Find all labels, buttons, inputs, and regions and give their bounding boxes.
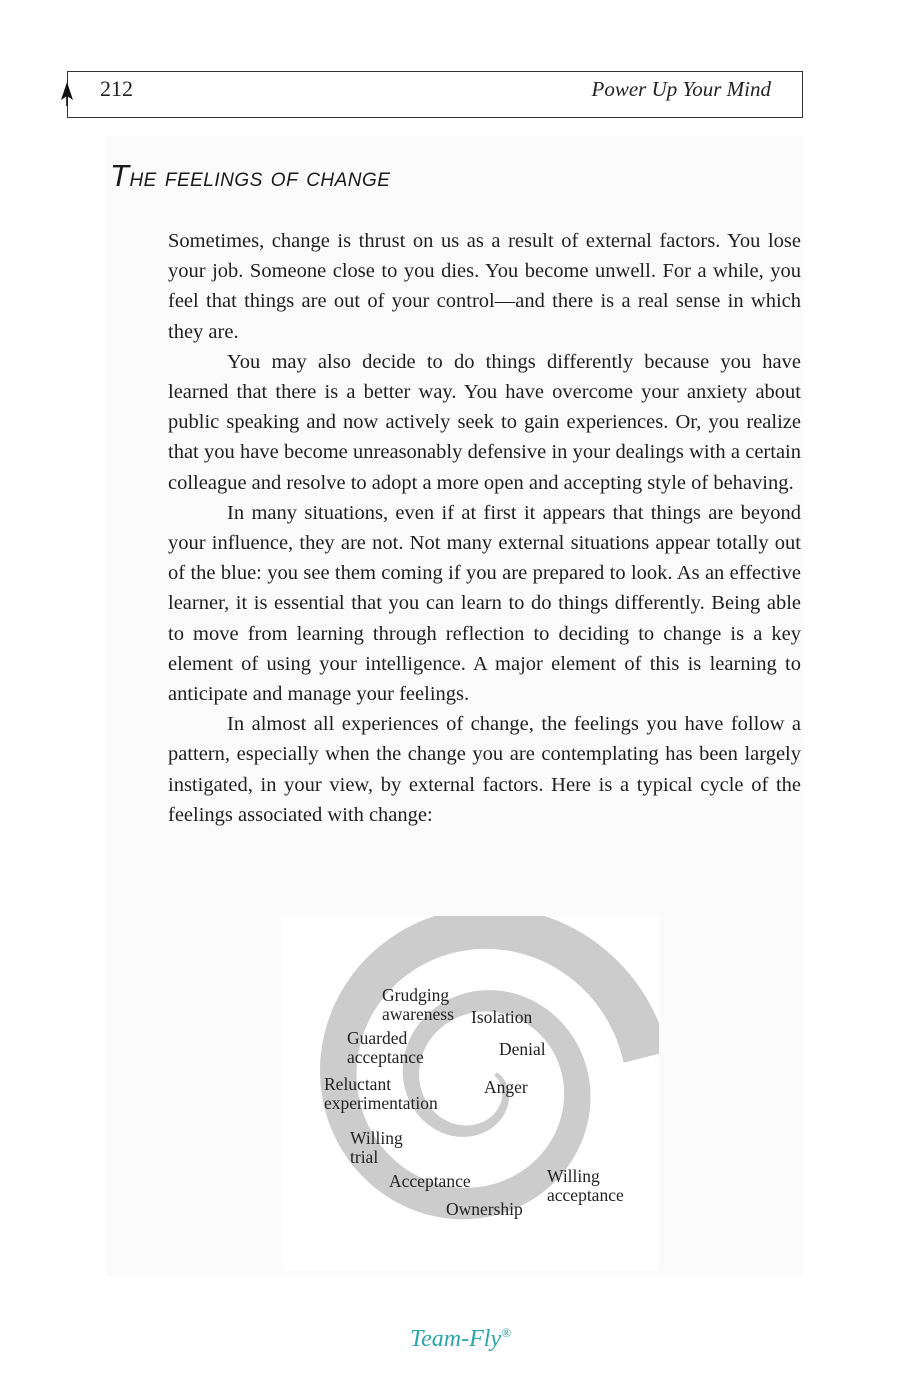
paragraph: In almost all experiences of change, the feelings you have follow a pattern, especially when the change you are contemplating has been largely instigated, in your view, by external factors. Here is a typical cycle of the feelings associated with change: xyxy=(168,713,801,826)
label-guarded-acceptance: Guarded acceptance xyxy=(347,1028,424,1067)
heading-rest: he feelings of change xyxy=(129,162,391,192)
label-ownership: Ownership xyxy=(446,1199,523,1219)
label-acceptance: Acceptance xyxy=(389,1171,471,1191)
registered-mark: ® xyxy=(501,1325,511,1340)
body-text xyxy=(168,226,801,830)
label-denial: Denial xyxy=(499,1039,546,1059)
change-cycle-figure xyxy=(281,916,659,1271)
label-reluctant-experimentation: Reluctant experimentation xyxy=(324,1074,438,1113)
footer-brand xyxy=(0,1325,921,1353)
label-isolation: Isolation xyxy=(471,1007,533,1027)
paragraph: Sometimes, change is thrust on us as a result of external factors. You lose your job. Someone close to you dies. You become unwell. For a while, you feel that things are out of your control—and there is a real sense in which they are. xyxy=(168,230,801,343)
page-number: 212 xyxy=(100,76,133,101)
section-heading xyxy=(110,158,390,194)
running-title: Power Up Your Mind xyxy=(591,77,771,101)
label-willing-acceptance: Willing acceptance xyxy=(547,1166,624,1205)
brand-text: Team-Fly xyxy=(410,1326,502,1352)
label-grudging-awareness: Grudging awareness xyxy=(382,985,454,1024)
paragraph: You may also decide to do things differently because you have learned that there is a better way. You have overcome your anxiety about public speaking and now actively seek to gain experiences. Or, you realize that you have become unreasonably defensive in your dealings with a certain colleague and resolve to adopt a more open and accepting style of behaving. xyxy=(168,350,801,494)
heading-initial: T xyxy=(110,158,130,193)
paragraph: In many situations, even if at first it appears that things are beyond your influence, they are not. Not many external situations appear totally out of the blue: you see them coming if you are prepared to look. As an effective learner, it is essential that you can learn to do things differently. Being able to move from learning through reflection to deciding to change is a key element of using your intelligence. A major element of this is learning to anticipate and manage your feelings. xyxy=(168,501,801,706)
label-anger: Anger xyxy=(484,1077,528,1097)
page-arrow-icon xyxy=(60,82,74,106)
label-willing-trial: Willing trial xyxy=(350,1128,403,1167)
